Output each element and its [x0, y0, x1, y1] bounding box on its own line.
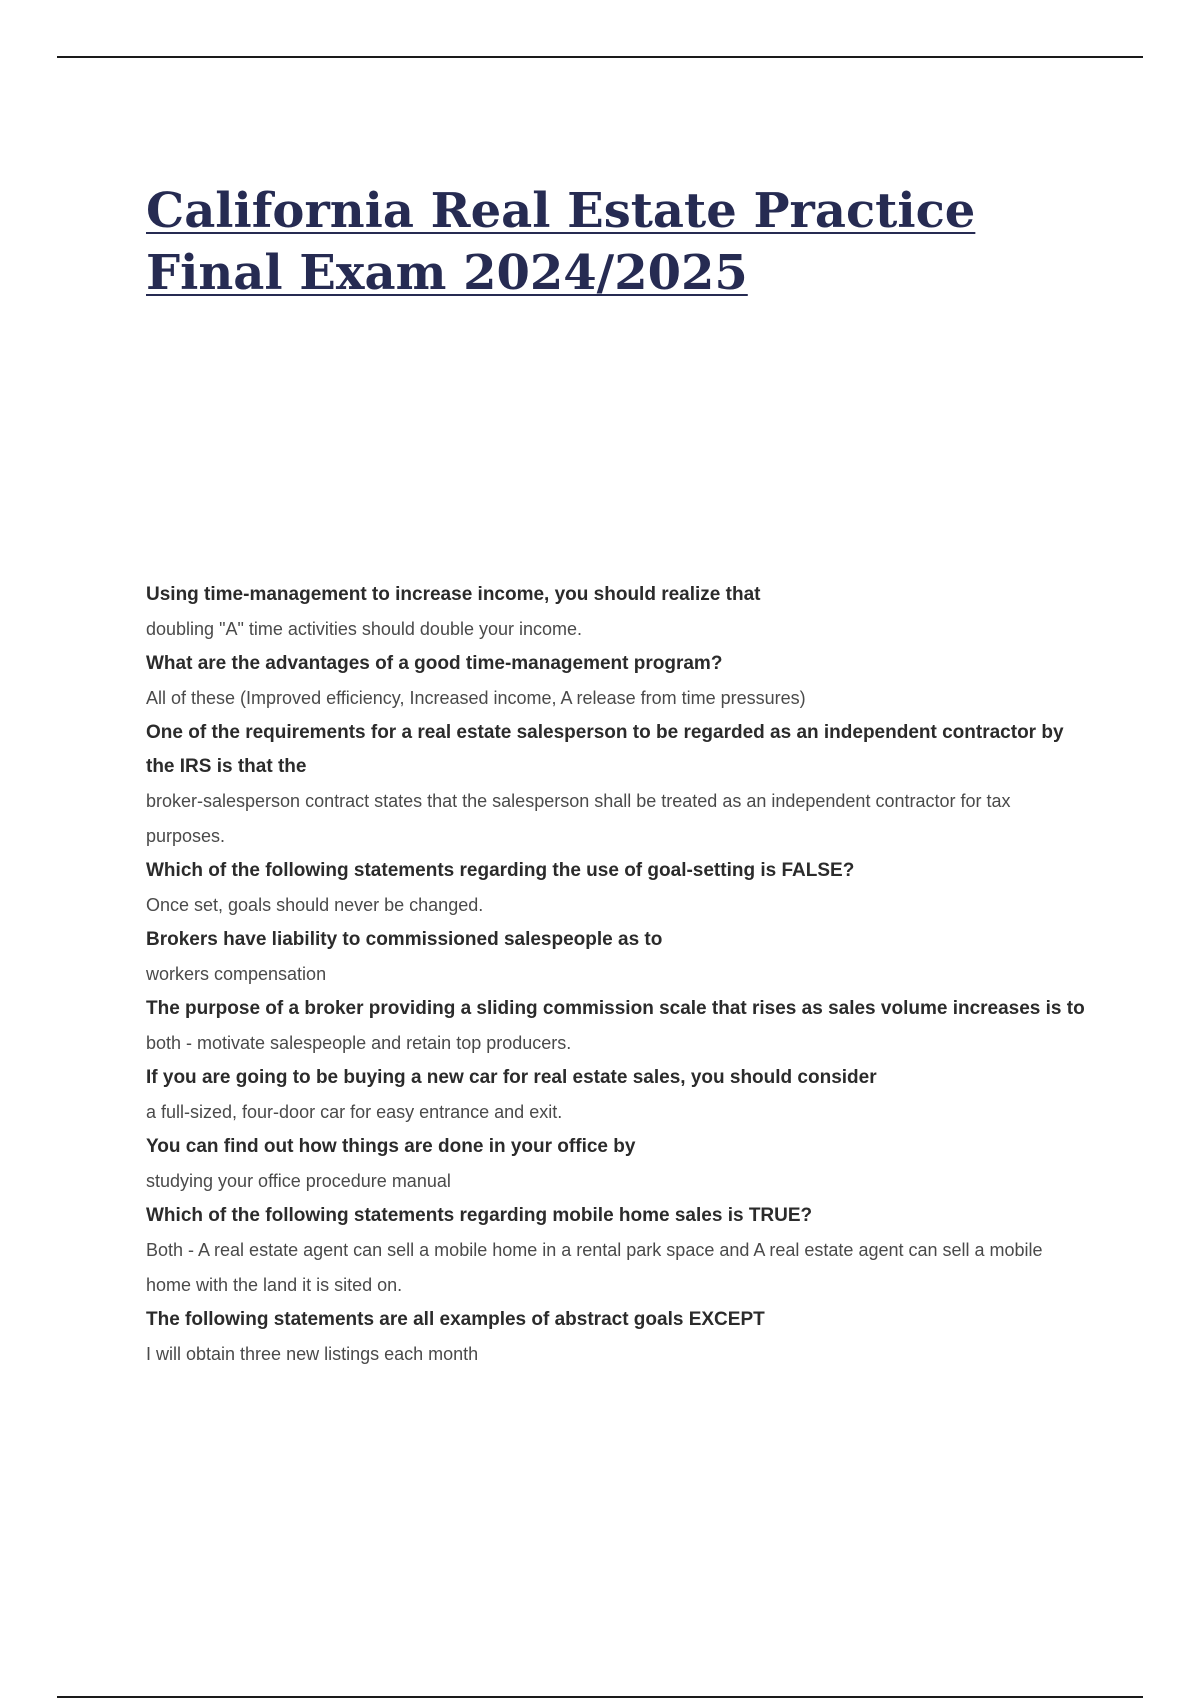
question-7: If you are going to be buying a new car for real estate sales, you should consider — [146, 1067, 877, 1088]
question-8: You can find out how things are done in your office by — [146, 1136, 636, 1157]
answer-2: All of these (Improved efficiency, Increased income, A release from time pressures) — [146, 688, 806, 708]
answer-3: broker-salesperson contract states that the salesperson shall be treated as an independent contractor for tax purposes. — [146, 791, 1011, 846]
answer-5: workers compensation — [146, 964, 327, 984]
answer-10: I will obtain three new listings each month — [146, 1344, 479, 1364]
question-2: What are the advantages of a good time-management program? — [146, 653, 723, 674]
answer-6: both - motivate salespeople and retain top producers. — [146, 1033, 572, 1053]
header-rule — [57, 56, 1143, 58]
answer-9: Both - A real estate agent can sell a mobile home in a rental park space and A real estate agent can sell a mobile home with the land it is sited on. — [146, 1240, 1043, 1295]
answer-7: a full-sized, four-door car for easy entrance and exit. — [146, 1102, 563, 1122]
answer-8: studying your office procedure manual — [146, 1171, 451, 1191]
footer-rule — [57, 1696, 1143, 1698]
question-4: Which of the following statements regarding the use of goal-setting is FALSE? — [146, 860, 855, 881]
question-1: Using time-management to increase income, you should realize that — [146, 584, 761, 605]
question-9: Which of the following statements regarding mobile home sales is TRUE? — [146, 1205, 813, 1226]
question-6: The purpose of a broker providing a sliding commission scale that rises as sales volume increases is to — [146, 998, 1085, 1019]
answer-1: doubling "A" time activities should double your income. — [146, 619, 583, 639]
question-5: Brokers have liability to commissioned salespeople as to — [146, 929, 663, 950]
document-title: California Real Estate Practice Final Exam 2024/2025 — [146, 183, 976, 301]
question-10: The following statements are all examples of abstract goals EXCEPT — [146, 1309, 765, 1330]
question-3: One of the requirements for a real estate salesperson to be regarded as an independent contractor by the IRS is that the — [146, 722, 1064, 777]
answer-4: Once set, goals should never be changed. — [146, 895, 484, 915]
question-answer-list — [146, 578, 1086, 1372]
